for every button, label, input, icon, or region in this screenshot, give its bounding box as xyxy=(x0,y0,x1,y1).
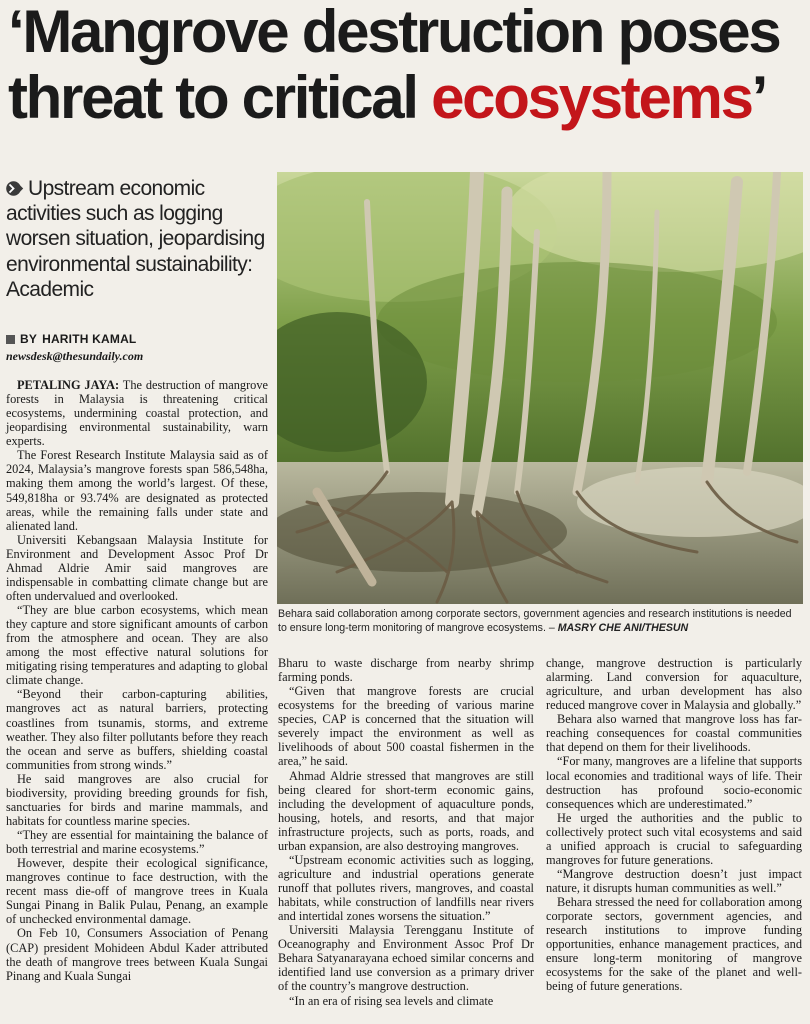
headline xyxy=(8,0,808,131)
article-paragraph: “Upstream economic activities such as logging, agriculture and industrial operations generate runoff that pollutes rivers, mangroves, and coastal habitats, while construction of landfills near rivers and intertidal zones worsens the situation.” xyxy=(278,852,534,924)
article-paragraph-continued: change, mangrove destruction is particularly alarming. Land conversion for aquaculture, agriculture, and urban development has also reduced mangrove cover in Malaysia and globally.” xyxy=(546,656,802,713)
article-column-1 xyxy=(6,378,268,983)
headline-closing-quote: ’ xyxy=(751,64,767,131)
byline xyxy=(6,332,143,364)
article-paragraph: “Beyond their carbon-capturing abilities, mangroves act as natural barriers, protecting coastlines from tsunamis, storms, and extreme weather. They also filter pollutants before they reach the ocean and serve as buffers, shielding coastal communities from strong winds.” xyxy=(6,687,268,772)
dateline: PETALING JAYA: xyxy=(17,378,120,392)
article-column-2 xyxy=(278,656,534,1008)
article-paragraph: “They are essential for maintaining the balance of both terrestrial and marine ecosystems.” xyxy=(6,828,268,857)
article-paragraph: Behara stressed the need for collaboration among corporate sectors, government agencies, and research institutions to improve funding opportunities, enhance management practices, and ensure long-term monitoring of mangrove ecosystems for the sake of the planet and well-being of future generations. xyxy=(546,895,802,994)
article-column-3 xyxy=(546,656,802,994)
article-paragraph: “Given that mangrove forests are crucial ecosystems for the breeding of various marine species, CAP is concerned that the situation will severely impact the environment as well as livelihoods of about 500 coastal fishermen in the area,” he said. xyxy=(278,684,534,769)
article-paragraph: On Feb 10, Consumers Association of Penang (CAP) president Mohideen Abdul Kader attributed the death of mangrove trees between Kuala Sungai Pinang and Kuala Sungai xyxy=(6,926,268,983)
article-paragraph: Ahmad Aldrie stressed that mangroves are still being cleared for short-term economic gains, including the development of aquaculture ponds, housing, hotels, and resorts, and that major infrastructure projects, such as ports, roads, and urban expansion, are also destroying mangroves. xyxy=(278,768,534,853)
article-paragraph-continued: Bharu to waste discharge from nearby shrimp farming ponds. xyxy=(278,656,534,685)
mangrove-forest-illustration xyxy=(277,172,803,604)
caption-text: Behara said collaboration among corporate sectors, government agencies and research institutions is needed to ensure long-term monitoring of mangrove ecosystems. – xyxy=(278,608,792,634)
paragraph-text: The destruction of mangrove forests in Malaysia is threatening critical ecosystems, undermining coastal protection, and jeopardising environmental sustainability, warn experts. xyxy=(6,378,269,449)
headline-accent-word: ecosystems xyxy=(431,64,752,131)
photo-caption xyxy=(278,608,802,636)
photo-credit: MASRY CHE ANI/THESUN xyxy=(557,621,689,634)
headline-line-2 xyxy=(8,64,808,131)
article-paragraph: “For many, mangroves are a lifeline that supports local economies and traditional ways of life. Their destruction has profound socio-economic consequences which are underestimated.” xyxy=(546,754,802,811)
byline-author: HARITH KAMAL xyxy=(42,332,137,346)
headline-line-1: ‘Mangrove destruction poses xyxy=(8,0,780,65)
article-paragraph: He urged the authorities and the public to collectively protect such vital ecosystems and said a unified approach is crucial to safeguarding mangroves for future generations. xyxy=(546,810,802,867)
article-paragraph: “Mangrove destruction doesn’t just impact nature, it disrupts human communities as well.” xyxy=(546,866,802,895)
headline-plain-text: threat to critical xyxy=(8,64,432,131)
standfirst xyxy=(6,176,268,302)
article-paragraph: “In an era of rising sea levels and climate xyxy=(289,993,494,1008)
article-paragraph: Behara also warned that mangrove loss has far-reaching consequences for coastal communities that depend on them for their livelihoods. xyxy=(546,712,802,755)
standfirst-text: Upstream economic activities such as logging worsen situation, jeopardising environmental sustainability: Academic xyxy=(6,177,265,301)
article-paragraph: However, despite their ecological significance, mangroves continue to face destruction, with the recent mass die-off of mangrove trees in Kuala Sungai Pinang in Balik Pulau, Penang, an example of unchecked environmental damage. xyxy=(6,856,268,927)
byline-square-icon xyxy=(6,335,15,344)
article-paragraph xyxy=(6,378,268,448)
article-paragraph: The Forest Research Institute Malaysia said as of 2024, Malaysia’s mangrove forests span 586,548ha, making them among the world’s largest. Of these, 549,818ha or 93.74% are designated as protected areas, while the remaining falls under state and alienated land. xyxy=(6,448,268,533)
mangrove-photo xyxy=(277,172,803,604)
article-paragraph: “They are blue carbon ecosystems, which mean they capture and store significant amounts of carbon from the atmosphere and ocean. They are also among the most effective natural solutions for mitigating rising temperatures and adapting to global climate change. xyxy=(6,603,268,688)
article-paragraph: Universiti Malaysia Terengganu Institute of Oceanography and Environment Assoc Prof Dr Behara Satyanarayana echoed similar concerns and identified land use conversion as a primary driver of the country’s mangrove destruction. xyxy=(278,923,534,994)
article-paragraph: He said mangroves are also crucial for biodiversity, providing breeding grounds for fish, sanctuaries for birds and marine mammals, and habitats for countless marine species. xyxy=(6,771,268,828)
byline-email: newsdesk@thesundaily.com xyxy=(6,349,144,363)
double-chevron-icon xyxy=(6,181,26,196)
byline-author-line xyxy=(6,332,143,346)
byline-prefix: BY xyxy=(20,332,38,346)
article-paragraph: Universiti Kebangsaan Malaysia Institute for Environment and Development Assoc Prof Dr Ahmad Aldrie Amir said mangroves are indispensable in combatting climate change but are often undervalued and overlooked. xyxy=(6,532,268,603)
